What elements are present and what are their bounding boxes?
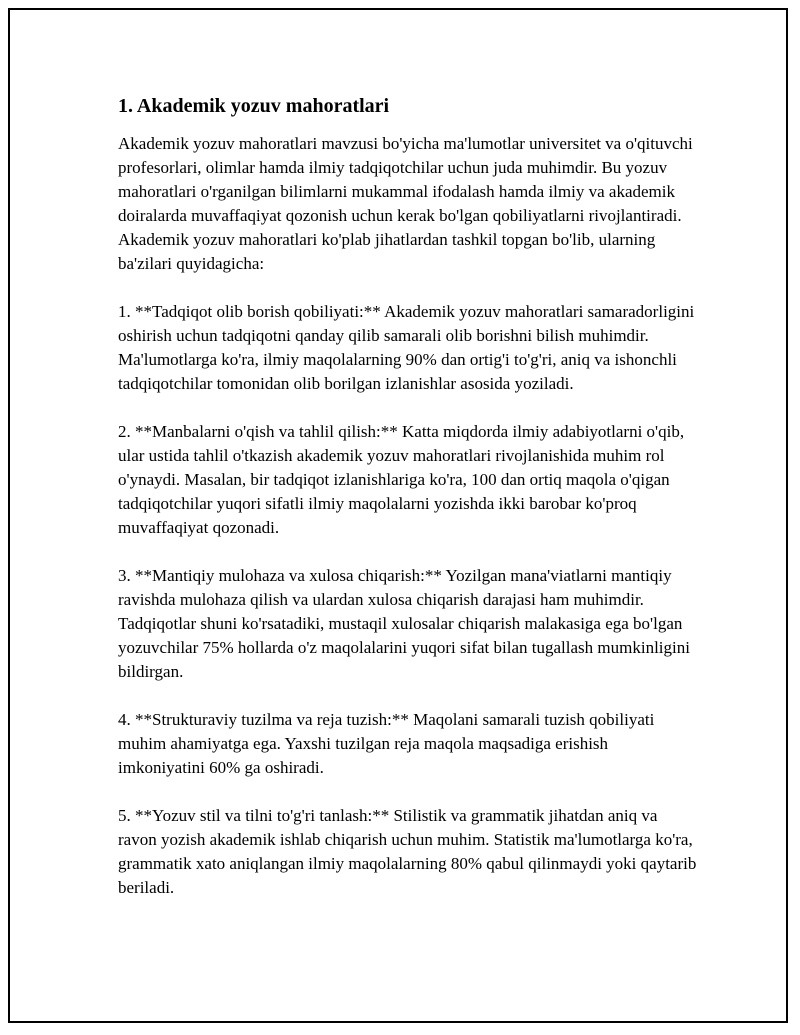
section-heading: 1. Akademik yozuv mahoratlari [118, 95, 390, 117]
point-2-paragraph: 2. **Manbalarni o'qish va tahlil qilish:** Katta miqdorda ilmiy adabiyotlarni o'qib, ular ustida tahlil o'tkazish akademik yozuv mahoratlari rivojlanishida muhim rol o'ynaydi. Masalan, bir tadqiqot izlanishlariga ko'ra, 100 dan ortiq maqola o'qigan tadqiqotchilar yuqori sifatli ilmiy maqolalarni yozishda ikki barobar ko'proq muvaffaqiyat qozonadi. [118, 422, 685, 537]
point-5-paragraph: 5. **Yozuv stil va tilni to'g'ri tanlash:** Stilistik va grammatik jihatdan aniq va ravon yozish akademik ishlab chiqarish uchun muhim. Statistik ma'lumotlarga ko'ra, grammatik xato aniqlangan ilmiy maqolalarning 80% qabul qilinmaydi yoki qaytarib beriladi. [118, 806, 697, 897]
intro-paragraph: Akademik yozuv mahoratlari mavzusi bo'yicha ma'lumotlar universitet va o'qituvchi profesorlari, olimlar hamda ilmiy tadqiqotchilar uchun juda muhimdir. Bu yozuv mahoratlari o'rganilgan bilimlarni mukammal ifodalash hamda ilmiy va akademik doiralarda muvaffaqiyat qozonish uchun kerak bo'lgan qobiliyatlarni rivojlantiradi. Akademik yozuv mahoratlari ko'plab jihatlardan tashkil topgan bo'lib, ularning ba'zilari quyidagicha: [118, 134, 693, 273]
point-3-paragraph: 3. **Mantiqiy mulohaza va xulosa chiqarish:** Yozilgan mana'viatlarni mantiqiy ravishda mulohaza qilish va ulardan xulosa chiqarish darajasi ham muhimdir. Tadqiqotlar shuni ko'rsatadiki, mustaqil xulosalar chiqarish malakasiga ega bo'lgan yozuvchilar 75% hollarda o'z maqolalarini yuqori sifat bilan tugallash mumkinligini bildirgan. [118, 566, 690, 681]
point-4-paragraph: 4. **Strukturaviy tuzilma va reja tuzish:** Maqolani samarali tuzish qobiliyati muhim ahamiyatga ega. Yaxshi tuzilgan reja maqola maqsadiga erishish imkoniyatini 60% ga oshiradi. [118, 710, 655, 777]
point-1-paragraph: 1. **Tadqiqot olib borish qobiliyati:** Akademik yozuv mahoratlari samaradorligini oshirish uchun tadqiqotni qanday qilib samarali olib borishni bilish muhimdir. Ma'lumotlarga ko'ra, ilmiy maqolalarning 90% dan ortig'i to'g'ri, aniq va ishonchli tadqiqotchilar tomonidan olib borilgan izlanishlar asosida yoziladi. [118, 302, 695, 393]
document-body [118, 92, 698, 924]
